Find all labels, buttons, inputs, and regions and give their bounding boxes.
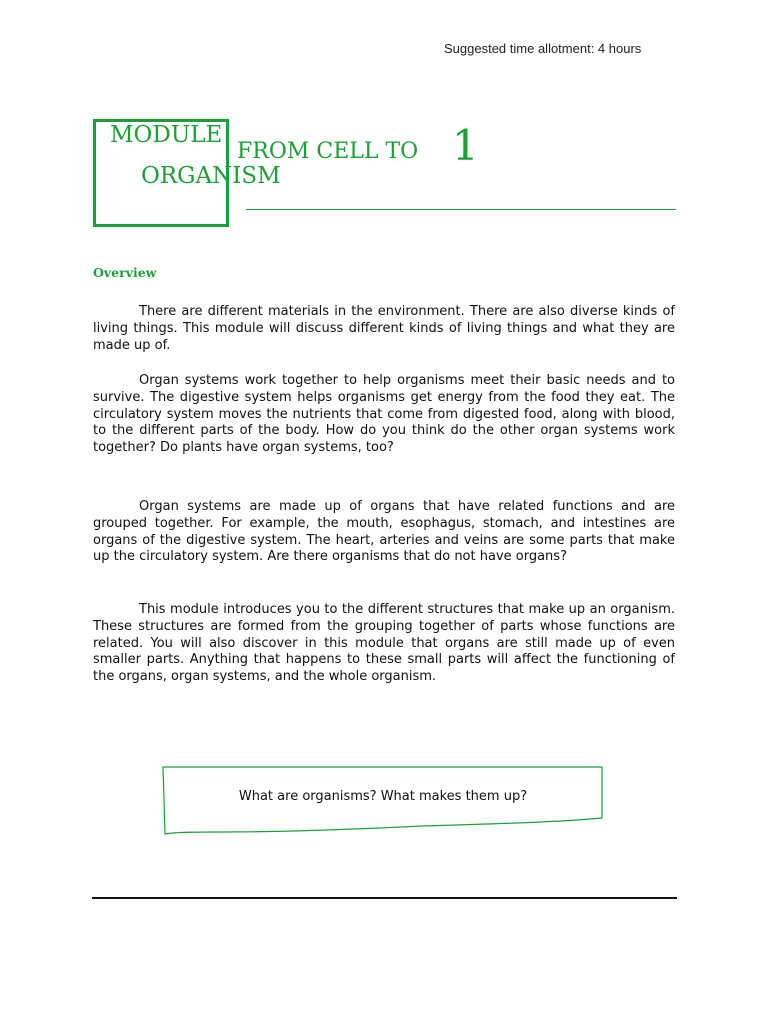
paragraph-2: Organ systems work together to help organisms meet their basic needs and to survive. The digestive system helps organisms get energy from the food they eat. The circulatory system moves the nutrients that come from digested food, along with blood, to the different parts of the body. How do you think do the other organ systems work together? Do plants have organ systems, too? [93,373,675,456]
paragraph-4: This module introduces you to the different structures that make up an organism. These structures are formed from the grouping together of parts whose functions are related. You will also discover in this module that organs are still made up of even smaller parts. Anything that happens to these small parts will affect the functioning of the organs, organ systems, and the whole organism. [93,602,675,685]
bottom-divider [92,897,677,899]
key-question-text: What are organisms? What makes them up? [238,789,528,804]
module-number: 1 [452,121,479,170]
module-title-line2: ORGANISM [141,163,281,189]
module-label: MODULE [110,122,223,148]
module-title-line1: FROM CELL TO [237,139,419,164]
title-underline [246,209,676,210]
paragraph-3: Organ systems are made up of organs that have related functions and are grouped together. For example, the mouth, esophagus, stomach, and intestines are organs of the digestive system. The heart, arteries and veins are some parts that make up the circulatory system. Are there organisms that do not have organs? [93,499,675,565]
section-heading-overview: Overview [93,265,157,280]
time-allotment: Suggested time allotment: 4 hours [444,41,642,56]
key-question-box [162,766,604,836]
paragraph-1: There are different materials in the environment. There are also diverse kinds of living things. This module will discuss different kinds of living things and what they are made up of. [93,304,675,353]
